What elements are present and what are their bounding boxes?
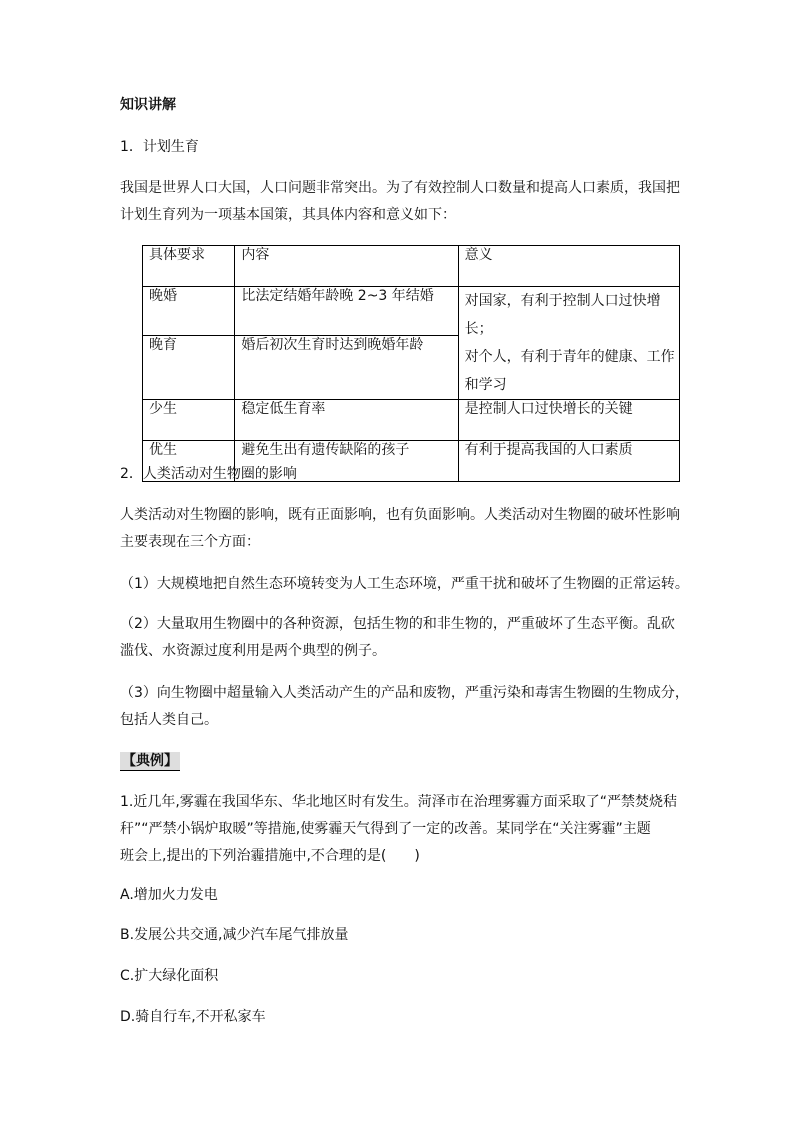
table-cell: 稳定低生育率 xyxy=(235,400,458,441)
option-c: C.扩大绿化面积 xyxy=(120,968,219,984)
table-cell: 婚后初次生育时达到晚婚年龄 xyxy=(235,335,458,399)
sec2-intro-line1: 人类活动对生物圈的影响，既有正面影响，也有负面影响。人类活动对生物圈的破坏性影响 xyxy=(120,507,680,523)
question-line3: 班会上,提出的下列治霾措施中,不合理的是( ) xyxy=(120,848,420,864)
meaning-line: 对个人，有利于青年的健康、工作 xyxy=(464,349,675,365)
table-header-cell: 意义 xyxy=(458,246,679,287)
table-cell: 比法定结婚年龄晚 2~3 年结婚 xyxy=(235,287,458,336)
sec2-item3-line1: （3）向生物圈中超量输入人类活动产生的产品和废物，严重污染和毒害生物圈的生物成分， xyxy=(120,685,689,701)
table-row xyxy=(143,287,680,336)
sec2-title: 2．人类活动对生物圈的影响 xyxy=(120,466,297,482)
sec1-title: 1．计划生育 xyxy=(120,139,199,155)
sec1-intro-line2: 计划生育列为一项基本国策，其具体内容和意义如下： xyxy=(120,207,456,223)
table-header-row xyxy=(143,246,680,287)
question-line2: 秆”“严禁小锅炉取暖”等措施,使雾霾天气得到了一定的改善。某同学在“关注雾霾”主题 xyxy=(120,821,651,837)
sec2-item2-line2: 滥伐、水资源过度利用是两个典型的例子。 xyxy=(120,643,386,659)
sec2-item1: （1）大规模地把自然生态环境转变为人工生态环境，严重干扰和破坏了生物圈的正常运转。 xyxy=(120,576,689,592)
table-cell: 晚育 xyxy=(143,335,235,399)
meaning-line: 对国家，有利于控制人口过快增长； xyxy=(464,293,661,337)
option-d: D.骑自行车,不开私家车 xyxy=(120,1009,266,1025)
meaning-line: 和学习 xyxy=(464,377,507,393)
table-cell: 避免生出有遗传缺陷的孩子 xyxy=(235,441,458,482)
table-header-cell: 具体要求 xyxy=(143,246,235,287)
table-cell: 少生 xyxy=(143,400,235,441)
sec2-item2-line1: （2）大量取用生物圈中的各种资源，包括生物的和非生物的，严重破坏了生态平衡。乱砍 xyxy=(120,616,675,632)
sec2-intro-line2: 主要表现在三个方面： xyxy=(120,534,260,550)
section-heading: 知识讲解 xyxy=(120,97,176,113)
option-a: A.增加火力发电 xyxy=(120,887,218,903)
table-cell: 晚婚 xyxy=(143,287,235,336)
merged-meaning-cell xyxy=(458,287,679,400)
table-cell: 是控制人口过快增长的关键 xyxy=(458,400,679,441)
sec1-intro-line1: 我国是世界人口大国，人口问题非常突出。为了有效控制人口数量和提高人口素质，我国把 xyxy=(120,180,680,196)
table-header-cell: 内容 xyxy=(235,246,458,287)
question-line1: 1.近几年,雾霾在我国华东、华北地区时有发生。菏泽市在治理雾霾方面采取了“严禁焚烧秸 xyxy=(120,794,678,810)
option-b: B.发展公共交通,减少汽车尾气排放量 xyxy=(120,927,349,943)
example-tag: 【典例】 xyxy=(122,753,178,769)
table-row xyxy=(143,400,680,441)
family-planning-table xyxy=(142,245,680,482)
table-cell: 有利于提高我国的人口素质 xyxy=(458,441,679,482)
sec2-item3-line2: 包括人类自己。 xyxy=(120,712,218,728)
table-cell: 优生 xyxy=(143,441,235,482)
